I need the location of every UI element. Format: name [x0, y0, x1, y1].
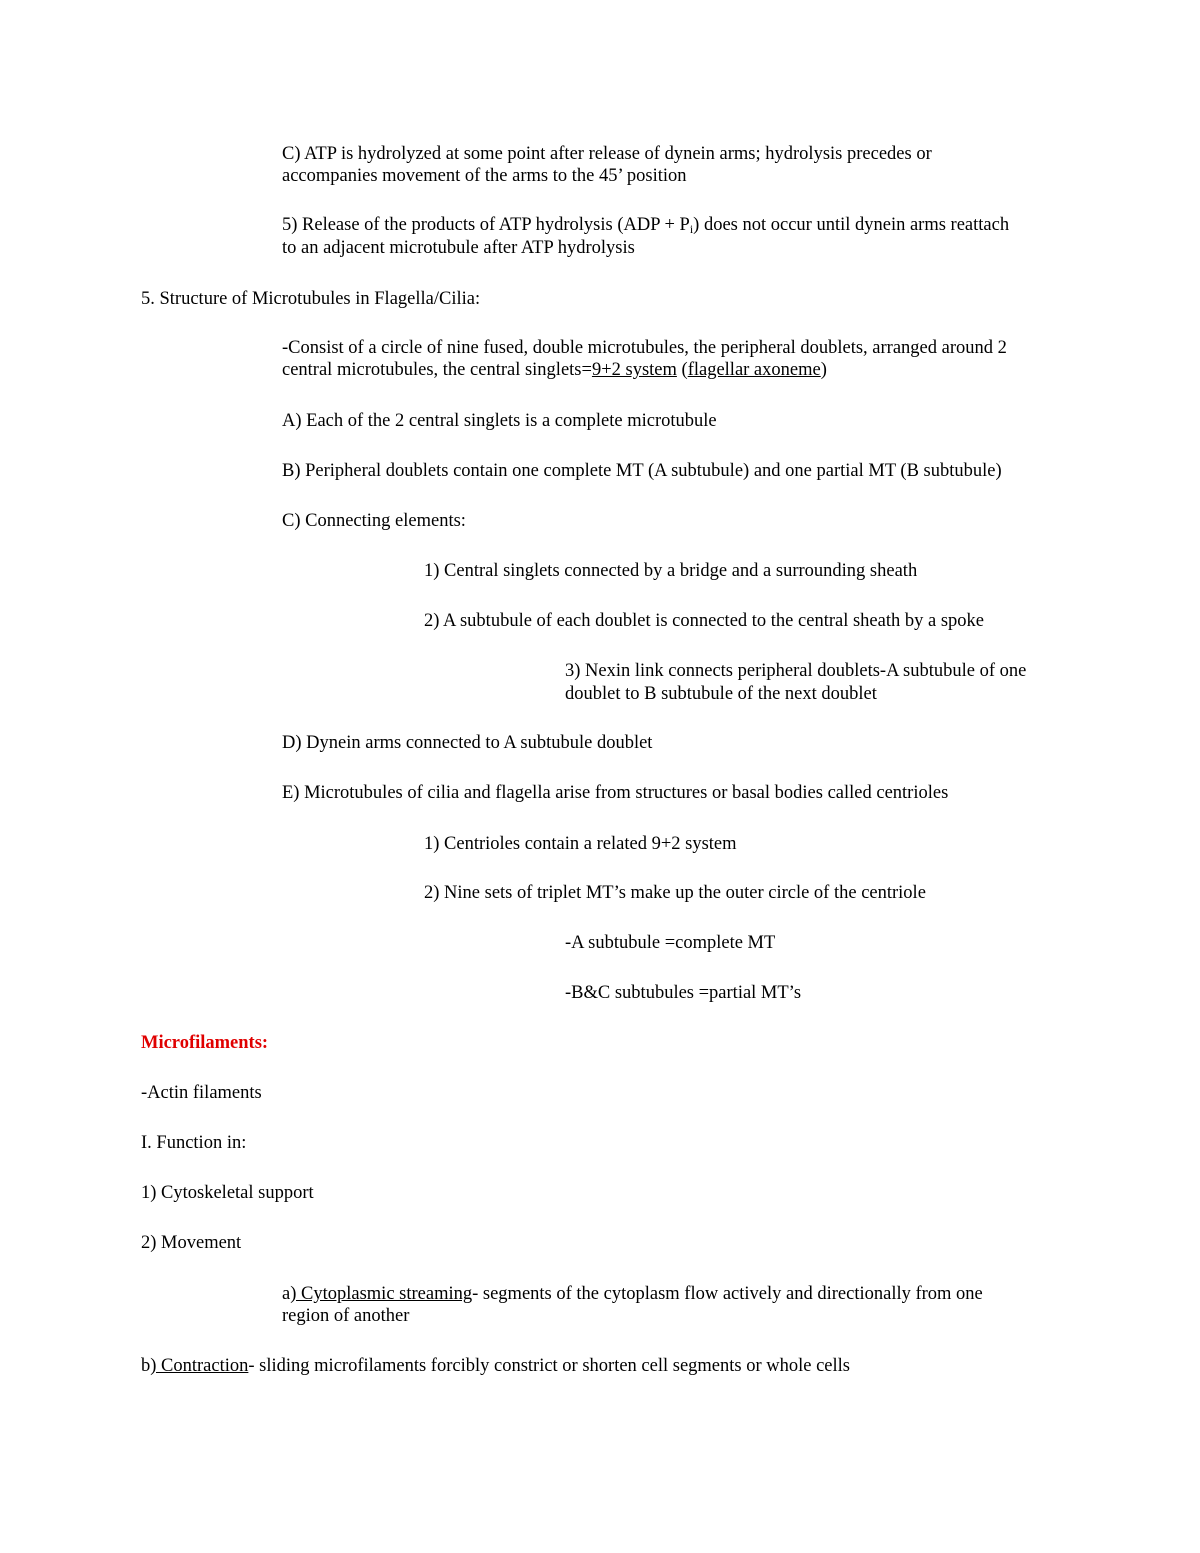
nexin-line-1: 3) Nexin link connects peripheral doublets-A subtubule of one: [565, 661, 1027, 681]
actin-filaments-line: -Actin filaments: [141, 1083, 262, 1103]
atp-products-line-2: to an adjacent microtubule after ATP hydrolysis: [282, 238, 635, 258]
connecting-sub-1: 1) Central singlets connected by a bridge and a surrounding sheath: [424, 561, 918, 581]
contraction-desc: - sliding microfilaments forcibly constrict or shorten cell segments or whole cells: [248, 1356, 851, 1376]
item-a-prefix: a: [282, 1284, 291, 1304]
cytoplasmic-streaming-line-1: [282, 1283, 983, 1305]
atp-hydrolysis-line-1: C) ATP is hydrolyzed at some point after release of dynein arms; hydrolysis precedes or: [282, 144, 932, 164]
item-b-prefix: b: [141, 1356, 151, 1376]
centrioles-sub-2: 2) Nine sets of triplet MT’s make up the outer circle of the centriole: [424, 883, 926, 903]
cytoplasmic-streaming-desc: - segments of the cytoplasm flow actively and directionally from one: [472, 1284, 983, 1304]
dynein-arms-item: D) Dynein arms connected to A subtubule doublet: [282, 733, 653, 753]
contraction-line: [141, 1355, 850, 1377]
centrioles-sub-1: 1) Centrioles contain a related 9+2 system: [424, 834, 737, 854]
flagellar-axoneme-term: flagellar axoneme: [687, 360, 821, 380]
cytoplasmic-streaming-line-2: region of another: [282, 1306, 410, 1326]
bc-subtubules-note: -B&C subtubules =partial MT’s: [565, 983, 802, 1003]
atp-products-text-b: ) does not occur until dynein arms reattach: [693, 215, 1010, 235]
centrioles-origin-item: E) Microtubules of cilia and flagella arise from structures or basal bodies called centrioles: [282, 783, 949, 803]
a-subtubule-note: -A subtubule =complete MT: [565, 933, 776, 953]
function-in-heading: I. Function in:: [141, 1133, 247, 1153]
connecting-sub-2: 2) A subtubule of each doublet is connected to the central sheath by a spoke: [424, 611, 984, 631]
function-item-2: 2) Movement: [141, 1233, 242, 1253]
atp-products-line-1: [282, 214, 1009, 236]
nexin-line-2: doublet to B subtubule of the next doublet: [565, 684, 877, 704]
connecting-elements-item: C) Connecting elements:: [282, 511, 466, 531]
nine-plus-two-term: 9+2 system: [591, 360, 677, 380]
phosphate-subscript: i: [689, 222, 694, 236]
consist-line-1: -Consist of a circle of nine fused, double microtubules, the peripheral doublets, arranged around 2: [282, 338, 1007, 358]
section-5-heading: 5. Structure of Microtubules in Flagella/Cilia:: [141, 289, 481, 309]
microfilaments-heading: Microfilaments:: [141, 1033, 269, 1053]
consist-text-b: (: [676, 360, 688, 380]
cytoplasmic-streaming-term: ) Cytoplasmic streaming: [290, 1284, 473, 1304]
central-singlets-item: A) Each of the 2 central singlets is a complete microtubule: [282, 411, 717, 431]
consist-text-c: ): [820, 360, 827, 380]
consist-text-a: central microtubules, the central singlets=: [282, 360, 592, 380]
function-item-1: 1) Cytoskeletal support: [141, 1183, 314, 1203]
consist-line-2: [282, 359, 827, 381]
atp-hydrolysis-line-2: accompanies movement of the arms to the 45’ position: [282, 166, 687, 186]
atp-products-text-a: 5) Release of the products of ATP hydrolysis (ADP + P: [282, 215, 690, 235]
peripheral-doublets-item: B) Peripheral doublets contain one complete MT (A subtubule) and one partial MT (B subtubule): [282, 461, 1002, 481]
contraction-term: ) Contraction: [150, 1356, 249, 1376]
